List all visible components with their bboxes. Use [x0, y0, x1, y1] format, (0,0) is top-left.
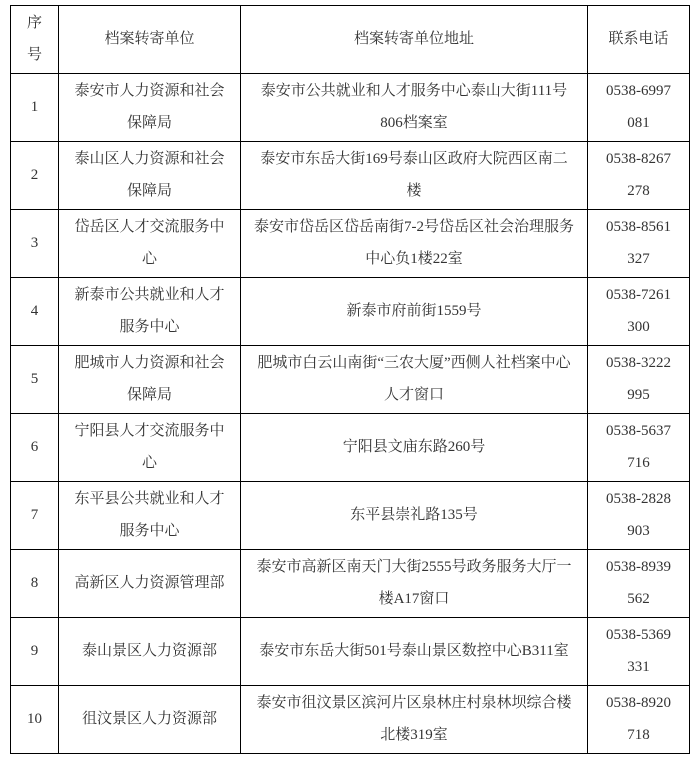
cell-phone: [588, 278, 690, 346]
cell-no: 2: [11, 142, 59, 210]
phone-line-1: 0538-7261: [606, 287, 671, 303]
table-row: [11, 74, 690, 142]
cell-address: 肥城市白云山南街“三农大厦”西侧人社档案中心人才窗口: [241, 346, 588, 414]
phone-line-2: 327: [627, 250, 650, 267]
phone-line-2: 718: [627, 726, 650, 743]
cell-phone: [588, 618, 690, 686]
cell-address: 泰安市徂汶景区滨河片区泉林庄村泉林坝综合楼北楼319室: [241, 686, 588, 754]
cell-phone: [588, 482, 690, 550]
cell-unit: 徂汶景区人力资源部: [59, 686, 241, 754]
cell-phone: [588, 686, 690, 754]
cell-no: 4: [11, 278, 59, 346]
header-phone: 联系电话: [588, 6, 690, 74]
cell-address: 东平县崇礼路135号: [241, 482, 588, 550]
cell-address: 泰安市公共就业和人才服务中心泰山大街111号806档案室: [241, 74, 588, 142]
archive-transfer-table: [10, 5, 690, 754]
cell-phone: [588, 550, 690, 618]
phone-line-1: 0538-8920: [606, 695, 671, 711]
phone-line-2: 081: [627, 114, 650, 131]
cell-no: 6: [11, 414, 59, 482]
phone-line-1: 0538-2828: [606, 491, 671, 507]
table-row: [11, 686, 690, 754]
cell-no: 9: [11, 618, 59, 686]
cell-address: 宁阳县文庙东路260号: [241, 414, 588, 482]
table-row: [11, 210, 690, 278]
phone-line-2: 562: [627, 590, 650, 607]
cell-address: 新泰市府前街1559号: [241, 278, 588, 346]
cell-phone: [588, 142, 690, 210]
cell-unit: 岱岳区人才交流服务中心: [59, 210, 241, 278]
table-row: [11, 482, 690, 550]
phone-line-1: 0538-8561: [606, 219, 671, 235]
table-row: [11, 346, 690, 414]
cell-address: 泰安市东岳大街501号泰山景区数控中心B311室: [241, 618, 588, 686]
cell-address: 泰安市岱岳区岱岳南街7-2号岱岳区社会治理服务中心负1楼22室: [241, 210, 588, 278]
phone-line-1: 0538-8939: [606, 559, 671, 575]
cell-no: 8: [11, 550, 59, 618]
cell-no: 7: [11, 482, 59, 550]
table-header: [11, 6, 690, 74]
table-row: [11, 142, 690, 210]
phone-line-2: 903: [627, 522, 650, 539]
cell-address: 泰安市东岳大街169号泰山区政府大院西区南二楼: [241, 142, 588, 210]
table-row: [11, 414, 690, 482]
cell-unit: 东平县公共就业和人才服务中心: [59, 482, 241, 550]
cell-unit: 泰安市人力资源和社会保障局: [59, 74, 241, 142]
table-row: [11, 278, 690, 346]
cell-address: 泰安市高新区南天门大街2555号政务服务大厅一楼A17窗口: [241, 550, 588, 618]
cell-unit: 宁阳县人才交流服务中心: [59, 414, 241, 482]
phone-line-2: 331: [627, 658, 650, 675]
cell-phone: [588, 346, 690, 414]
table-row: [11, 550, 690, 618]
table-body: [11, 74, 690, 754]
cell-phone: [588, 74, 690, 142]
cell-unit: 高新区人力资源管理部: [59, 550, 241, 618]
phone-line-1: 0538-8267: [606, 151, 671, 167]
phone-line-1: 0538-5369: [606, 627, 671, 643]
cell-unit: 肥城市人力资源和社会保障局: [59, 346, 241, 414]
phone-line-2: 278: [627, 182, 650, 199]
cell-unit: 泰山景区人力资源部: [59, 618, 241, 686]
cell-unit: 泰山区人力资源和社会保障局: [59, 142, 241, 210]
cell-unit: 新泰市公共就业和人才服务中心: [59, 278, 241, 346]
phone-line-1: 0538-5637: [606, 423, 671, 439]
cell-phone: [588, 414, 690, 482]
cell-phone: [588, 210, 690, 278]
cell-no: 5: [11, 346, 59, 414]
phone-line-1: 0538-6997: [606, 83, 671, 99]
cell-no: 1: [11, 74, 59, 142]
table-row: [11, 618, 690, 686]
phone-line-2: 300: [627, 318, 650, 335]
header-row: [11, 6, 690, 74]
phone-line-1: 0538-3222: [606, 355, 671, 371]
phone-line-2: 995: [627, 386, 650, 403]
cell-no: 10: [11, 686, 59, 754]
cell-no: 3: [11, 210, 59, 278]
header-no: 序号: [11, 6, 59, 74]
header-address: 档案转寄单位地址: [241, 6, 588, 74]
header-unit: 档案转寄单位: [59, 6, 241, 74]
phone-line-2: 716: [627, 454, 650, 471]
